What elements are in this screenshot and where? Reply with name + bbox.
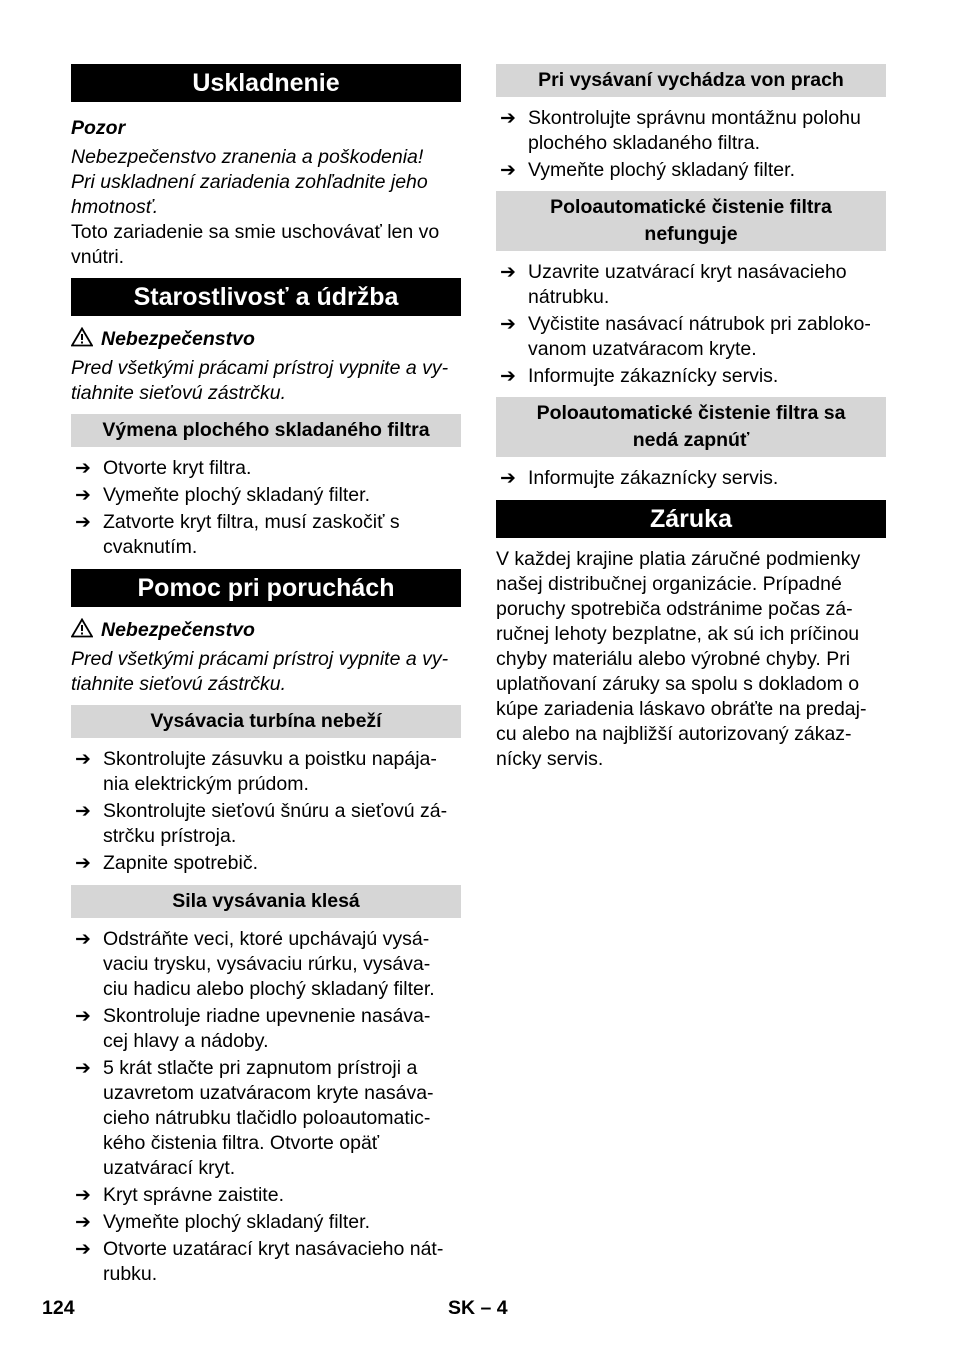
danger-text: Pred všetkými prácami prístroj vypnite a vy- tiahnite sieťovú zástrčku. xyxy=(71,648,449,695)
zaruka-text: V každej krajine platia záručné podmienky našej distribučnej organizácie. Prípadné poruchy spotrebiča odstránime počas zá- ručnej lehoty bezplatne, ak sú ich príčinou chyby materiálu alebo výrobné chyby. Pri uplatňovaní záruky sa spolu s dokladom o kúpe zariadenia láskavo obráťte na predaj- cu alebo na najbližší autorizovaný zákaz- nícky servis. xyxy=(496,548,867,770)
prach-steps xyxy=(496,106,886,183)
warning-triangle-icon xyxy=(71,618,93,638)
danger-label: Nebezpečenstvo xyxy=(71,618,461,643)
arrow-right-icon: ➔ xyxy=(500,366,516,387)
turbina-steps xyxy=(71,747,461,876)
left-column xyxy=(71,64,461,1289)
arrow-right-icon: ➔ xyxy=(75,1212,91,1233)
list-item: ➔ Skontrolujte sieťovú šnúru a sieťovú zá- strčku prístroja. xyxy=(75,800,448,847)
language-page-label: SK – 4 xyxy=(448,1297,508,1319)
list-item: ➔ Kryt správne zaistite. xyxy=(75,1184,284,1206)
list-item: ➔ 5 krát stlačte pri zapnutom prístroji a uzavretom uzatváracom kryte nasáva- cieho nátrubku tlačidlo poloautomatic- kého čistenia filtra. Otvorte opäť uzatvárací kryt. xyxy=(75,1057,434,1179)
arrow-right-icon: ➔ xyxy=(75,1239,91,1260)
right-column xyxy=(496,64,886,772)
arrow-right-icon: ➔ xyxy=(75,801,91,822)
arrow-right-icon: ➔ xyxy=(75,458,91,479)
section-title-poruchy: Pomoc pri poruchách xyxy=(71,569,461,607)
list-item: ➔ Vymeňte plochý skladaný filter. xyxy=(500,159,795,181)
arrow-right-icon: ➔ xyxy=(75,512,91,533)
subsection-title-turbina: Vysávacia turbína nebeží xyxy=(71,705,461,738)
sila-steps xyxy=(71,927,461,1287)
filter-steps xyxy=(71,456,461,560)
arrow-right-icon: ➔ xyxy=(500,314,516,335)
pozor-label: Pozor xyxy=(71,117,126,139)
arrow-right-icon: ➔ xyxy=(75,1058,91,1079)
list-item: ➔ Otvorte uzatárací kryt nasávacieho nát- rubku. xyxy=(75,1238,444,1285)
arrow-right-icon: ➔ xyxy=(75,1006,91,1027)
warning-triangle-icon xyxy=(71,327,93,347)
list-item: ➔ Informujte zákaznícky servis. xyxy=(500,467,779,489)
arrow-right-icon: ➔ xyxy=(500,468,516,489)
list-item: ➔ Odstráňte veci, ktoré upchávajú vysá- vaciu trysku, vysávaciu rúrku, vysáva- ciu hadicu alebo plochý skladaný filter. xyxy=(75,928,435,1000)
danger-label: Nebezpečenstvo xyxy=(71,327,461,352)
list-item: ➔ Skontroluje riadne upevnenie nasáva- cej hlavy a nádoby. xyxy=(75,1005,431,1052)
subsection-title-prach: Pri vysávaní vychádza von prach xyxy=(496,64,886,97)
list-item: ➔ Informujte zákaznícky servis. xyxy=(500,365,779,387)
uskladnenie-warning: Nebezpečenstvo zranenia a poškodenia! Pri uskladnení zariadenia zohľadnite jeho hmotnosť. xyxy=(71,146,428,218)
arrow-right-icon: ➔ xyxy=(500,108,516,129)
arrow-right-icon: ➔ xyxy=(500,262,516,283)
arrow-right-icon: ➔ xyxy=(75,929,91,950)
section-title-uskladnenie: Uskladnenie xyxy=(71,64,461,102)
nefunguje-steps xyxy=(496,260,886,389)
danger-text: Pred všetkými prácami prístroj vypnite a vy- tiahnite sieťovú zástrčku. xyxy=(71,357,449,404)
uskladnenie-text: Toto zariadenie sa smie uschovávať len vo vnútri. xyxy=(71,221,440,268)
page-number: 124 xyxy=(42,1297,75,1319)
section-title-zaruka: Záruka xyxy=(496,500,886,538)
list-item: ➔ Vymeňte plochý skladaný filter. xyxy=(75,484,370,506)
subsection-title-filter: Výmena plochého skladaného filtra xyxy=(71,414,461,447)
nezapnut-steps xyxy=(496,466,886,491)
arrow-right-icon: ➔ xyxy=(500,160,516,181)
subsection-title-nefunguje: Poloautomatické čistenie filtra nefunguje xyxy=(496,191,886,251)
arrow-right-icon: ➔ xyxy=(75,853,91,874)
list-item: ➔ Zatvorte kryt filtra, musí zaskočiť s cvaknutím. xyxy=(75,511,400,558)
arrow-right-icon: ➔ xyxy=(75,749,91,770)
subsection-title-nezapnut: Poloautomatické čistenie filtra sa nedá zapnúť xyxy=(496,397,886,457)
list-item: ➔ Skontrolujte zásuvku a poistku napája- nia elektrickým prúdom. xyxy=(75,748,437,795)
list-item: ➔ Vyčistite nasávací nátrubok pri zabloko- vanom uzatváracom kryte. xyxy=(500,313,871,360)
list-item: ➔ Otvorte kryt filtra. xyxy=(75,457,252,479)
list-item: ➔ Skontrolujte správnu montážnu polohu plochého skladaného filtra. xyxy=(500,107,861,154)
list-item: ➔ Zapnite spotrebič. xyxy=(75,852,259,874)
arrow-right-icon: ➔ xyxy=(75,485,91,506)
arrow-right-icon: ➔ xyxy=(75,1185,91,1206)
section-title-udrzba: Starostlivosť a údržba xyxy=(71,278,461,316)
list-item: ➔ Vymeňte plochý skladaný filter. xyxy=(75,1211,370,1233)
list-item: ➔ Uzavrite uzatvárací kryt nasávacieho nátrubku. xyxy=(500,261,847,308)
subsection-title-sila: Sila vysávania klesá xyxy=(71,885,461,918)
